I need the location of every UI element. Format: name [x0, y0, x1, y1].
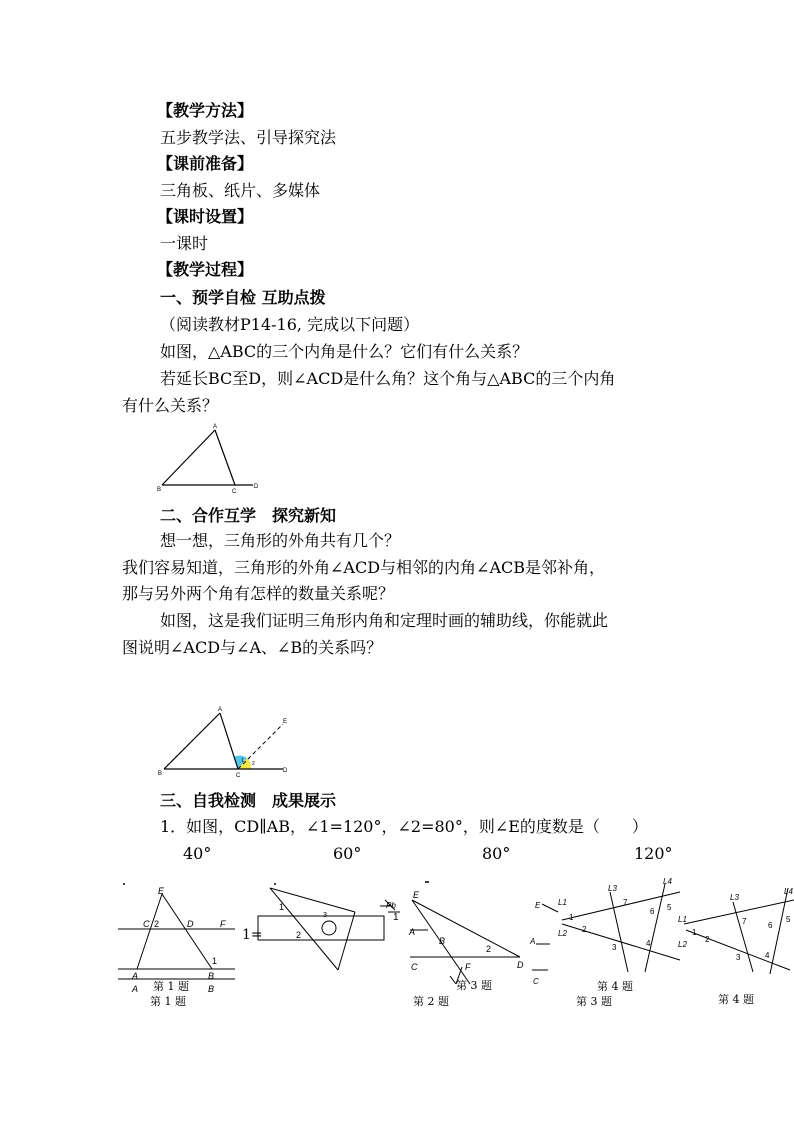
p5-angle-2: 2 — [705, 935, 710, 944]
p5-label-l3: L3 — [730, 893, 739, 902]
figure-problem-2 — [242, 883, 384, 970]
p5-caption: 第 4 题 — [718, 993, 754, 1006]
p1-caption-b: 第 1 题 — [150, 995, 186, 1008]
p4-caption-b: 第 3 题 — [576, 995, 612, 1008]
figure-problem-3 — [380, 881, 524, 1008]
fig2-label-e: E — [283, 719, 288, 725]
fig1-label-b: B — [157, 487, 162, 493]
p2-angle-1: 1 — [279, 902, 285, 912]
exercise-figures-strip — [110, 872, 794, 1012]
p5-angle-6: 6 — [768, 921, 773, 930]
p4-caption-a: 第 4 题 — [597, 980, 633, 993]
fig1-label-d: D — [254, 484, 259, 490]
p2-angle-3: 3 — [323, 912, 327, 919]
question-1: 1．如图，CD∥AB，∠1=120°，∠2=80°，则∠E的度数是（ ） — [160, 817, 648, 836]
fig2-label-d: D — [283, 768, 288, 774]
p3-angle-1: 1 — [393, 912, 399, 923]
p1-label-b: B — [208, 971, 215, 981]
prep-heading: 【课前准备】 — [157, 154, 254, 173]
p4-angle-4: 4 — [646, 939, 651, 948]
fig2-label-c: C — [236, 773, 241, 779]
option-d: 120° — [634, 844, 673, 863]
option-c: 80° — [482, 844, 511, 863]
section2-para2-line2: 图说明∠ACD与∠A、∠B的关系吗？ — [122, 638, 383, 657]
p4-label-c: C — [533, 977, 539, 986]
fig2-angle-2: 2 — [252, 761, 255, 767]
p4-angle-1: 1 — [569, 913, 574, 922]
p4-angle-5: 5 — [667, 903, 672, 912]
method-heading: 【教学方法】 — [157, 101, 254, 120]
p3-pb-mark: Pb — [386, 901, 396, 910]
p4-angle-6: 6 — [650, 907, 655, 916]
figure-problem-1 — [118, 883, 235, 1008]
section3-title: 三、自我检测 成果展示 — [160, 791, 337, 810]
p5-angle-5: 5 — [786, 915, 791, 924]
triangle-figure-1 — [150, 420, 270, 495]
p4-angle-3: 3 — [612, 943, 617, 952]
p5-angle-3: 3 — [736, 953, 741, 962]
section1-question2-line1: 若延长BC至D，则∠ACD是什么角？这个角与△ABC的三个内角 — [160, 369, 616, 388]
fig2-angle-1: 1 — [241, 758, 244, 764]
p3-label-c: C — [411, 962, 418, 972]
p5-label-l4: L4 — [784, 887, 793, 896]
p1-label-f: F — [220, 919, 226, 929]
fig2-label-a: A — [218, 707, 223, 713]
p1-angle-1: 1 — [212, 956, 218, 966]
p1-label-a: A — [132, 971, 139, 981]
option-b: 60° — [333, 844, 362, 863]
section2-para2-line1: 如图，这是我们证明三角形内角和定理时画的辅助线，你能就此 — [160, 611, 609, 630]
section1-title: 一、预学自检 互助点拨 — [160, 288, 326, 307]
section1-question2-line2: 有什么关系？ — [122, 396, 219, 415]
section1-read-note: （阅读教材P14-16, 完成以下问题） — [160, 315, 420, 334]
section1-question1: 如图，△ABC的三个内角是什么？它们有什么关系？ — [160, 342, 529, 361]
p4-label-e: E — [535, 901, 541, 910]
p4-angle-7: 7 — [623, 898, 628, 907]
p3-label-d: D — [517, 960, 524, 970]
p3-caption-a: 第 3 题 — [456, 979, 492, 992]
p4-label-l1: L1 — [558, 898, 567, 907]
prep-body: 三角板、纸片、多媒体 — [160, 181, 321, 200]
p5-label-l1: L1 — [678, 915, 687, 924]
time-body: 一课时 — [160, 234, 209, 253]
p5-label-l2: L2 — [678, 940, 687, 949]
p4-label-l2: L2 — [558, 929, 567, 938]
p4-label-l4: L4 — [663, 877, 672, 886]
p1-label-d: D — [187, 919, 194, 929]
time-heading: 【课时设置】 — [157, 207, 254, 226]
option-a: 40° — [183, 844, 212, 863]
fig1-label-a: A — [213, 424, 218, 430]
p2-angle-2: 2 — [296, 930, 302, 940]
section2-think: 想一想，三角形的外角共有几个？ — [160, 531, 401, 550]
triangle-figure-2 — [150, 700, 300, 782]
section2-para1-line1: 我们容易知道，三角形的外角∠ACD与相邻的内角∠ACB是邻补角， — [122, 558, 605, 577]
figure-problem-5 — [678, 887, 794, 1006]
p3-label-a: A — [409, 927, 416, 937]
p1-label-c: C — [143, 919, 150, 929]
p1-label-a2: A — [132, 984, 139, 994]
p4-angle-2: 2 — [582, 925, 587, 934]
p5-angle-7: 7 — [742, 917, 747, 926]
p3-label-e: E — [413, 890, 420, 900]
fig1-label-c: C — [232, 489, 237, 495]
p1-label-b2: B — [208, 984, 215, 994]
p3-label-b: B — [439, 936, 446, 946]
section2-title: 二、合作互学 探究新知 — [160, 506, 337, 525]
p5-angle-1: 1 — [692, 928, 697, 937]
p3-caption-b: 第 2 题 — [413, 995, 449, 1008]
process-heading: 【教学过程】 — [157, 260, 254, 279]
p1-label-e: E — [158, 886, 165, 896]
p4-label-a: A — [530, 937, 536, 946]
p1-angle-2: 2 — [154, 919, 160, 929]
p1-caption-a: 第 1 题 — [153, 980, 189, 993]
section2-para1-line2: 那与另外两个角有怎样的数量关系呢？ — [122, 584, 395, 603]
p4-label-l3: L3 — [608, 884, 617, 893]
p3-angle-2: 2 — [486, 944, 492, 954]
p2-side-label: 1= — [242, 927, 263, 943]
p3-label-f: F — [465, 962, 471, 972]
method-body: 五步教学法、引导探究法 — [160, 128, 337, 147]
p5-angle-4: 4 — [765, 951, 770, 960]
fig2-label-b: B — [158, 771, 163, 777]
